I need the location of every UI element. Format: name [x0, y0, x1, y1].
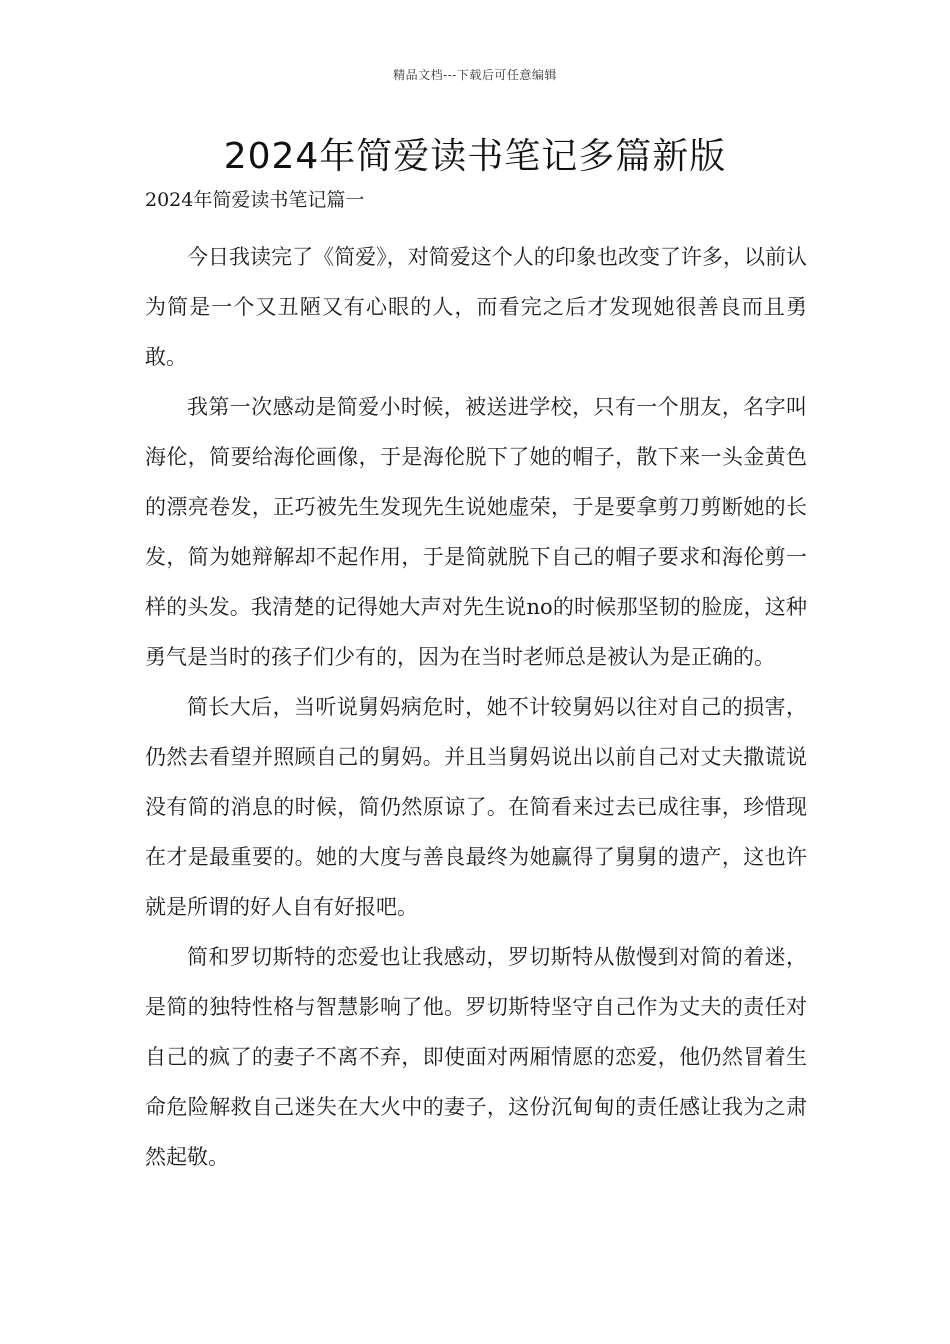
paragraph: 简长大后，当听说舅妈病危时，她不计较舅妈以往对自己的损害，仍然去看望并照顾自己的舅妈。并且当舅妈说出以前自己对丈夫撒谎说没有简的消息的时候，简仍然原谅了。在简看来过去已成往事，珍惜现在才是最重要的。她的大度与善良最终为她赢得了舅舅的遗产，这也许就是所谓的好人自有好报吧。 — [145, 695, 807, 919]
paragraph: 今日我读完了《简爱》，对简爱这个人的印象也改变了许多，以前认为简是一个又丑陋又有心眼的人，而看完之后才发现她很善良而且勇敢。 — [145, 245, 807, 369]
document-body — [145, 184, 807, 1182]
paragraph: 我第一次感动是简爱小时候，被送进学校，只有一个朋友，名字叫海伦，简要给海伦画像，于是海伦脱下了她的帽子，散下来一头金黄色的漂亮卷发，正巧被先生发现先生说她虚荣，于是要拿剪刀剪断她的长发，简为她辩解却不起作用，于是简就脱下自己的帽子要求和海伦剪一样的头发。我清楚的记得她大声对先生说no的时候那坚韧的脸庞，这种勇气是当时的孩子们少有的，因为在当时老师总是被认为是正确的。 — [145, 395, 807, 669]
section-title: 2024年简爱读书笔记篇一 — [145, 189, 365, 211]
header-note: 精品文档---下载后可任意编辑 — [393, 68, 557, 82]
document-title: 2024年简爱读书笔记多篇新版 — [223, 136, 727, 177]
paragraph: 简和罗切斯特的恋爱也让我感动，罗切斯特从傲慢到对简的着迷，是简的独特性格与智慧影响了他。罗切斯特坚守自己作为丈夫的责任对自己的疯了的妻子不离不弃，即使面对两厢情愿的恋爱，他仍然冒着生命危险解救自己迷失在大火中的妻子，这份沉甸甸的责任感让我为之肃然起敬。 — [145, 945, 807, 1169]
